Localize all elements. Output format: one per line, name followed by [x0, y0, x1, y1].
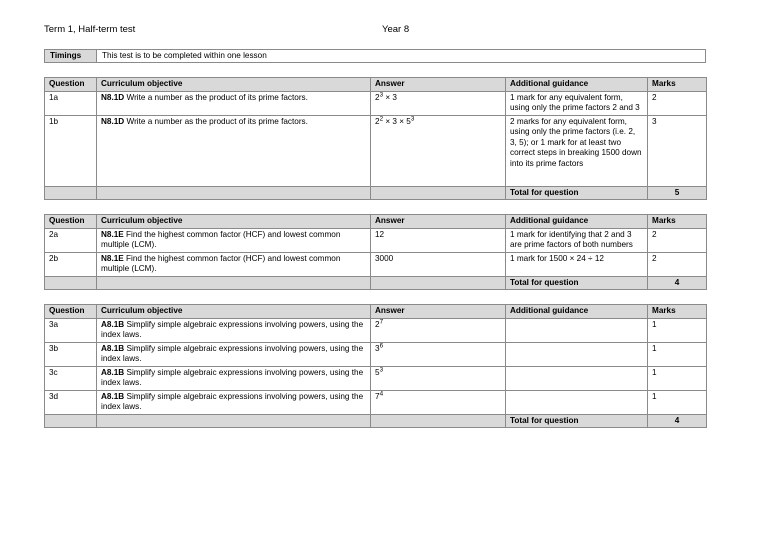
marks-column-header: Marks	[648, 78, 707, 92]
objective-text: Find the highest common factor (HCF) and lowest common multiple (LCM).	[101, 253, 341, 273]
objective-text: Simplify simple algebraic expressions involving powers, using the index laws.	[101, 319, 364, 339]
objective-column-header: Curriculum objective	[97, 215, 371, 229]
objective-text: Write a number as the product of its prime factors.	[126, 92, 308, 102]
marks-cell: 2	[648, 252, 707, 276]
total-spacer-answer	[371, 186, 506, 200]
guidance-column-header: Additional guidance	[506, 305, 648, 319]
question-column-header: Question	[45, 78, 97, 92]
document-header	[44, 24, 706, 38]
objective-text: Find the highest common factor (HCF) and lowest common multiple (LCM).	[101, 229, 341, 249]
total-for-question-label: Total for question	[506, 276, 648, 290]
guidance-cell	[506, 342, 648, 366]
total-spacer-answer	[371, 276, 506, 290]
question-cell: 3a	[45, 318, 97, 342]
table-header-row	[45, 305, 707, 319]
guidance-column-header: Additional guidance	[506, 215, 648, 229]
marks-cell: 2	[648, 228, 707, 252]
total-row	[45, 414, 707, 428]
marks-cell: 1	[648, 342, 707, 366]
guidance-cell: 1 mark for 1500 × 24 ÷ 12	[506, 252, 648, 276]
objective-code: N8.1D	[101, 92, 125, 102]
answer-cell	[371, 366, 506, 390]
question-column-header: Question	[45, 305, 97, 319]
objective-cell	[97, 366, 371, 390]
answer-cell	[371, 115, 506, 186]
answer-base: 2	[375, 92, 380, 102]
timings-box	[44, 49, 706, 63]
answer-column-header: Answer	[371, 215, 506, 229]
objective-code: A8.1B	[101, 319, 125, 329]
marks-cell: 1	[648, 318, 707, 342]
total-spacer-question	[45, 276, 97, 290]
question-column-header: Question	[45, 215, 97, 229]
document-title-right: Year 8	[382, 24, 410, 35]
answer-exponent: 6	[379, 341, 384, 349]
total-row	[45, 186, 707, 200]
table-row	[45, 115, 707, 186]
table-row	[45, 228, 707, 252]
question-cell: 3d	[45, 390, 97, 414]
total-spacer-objective	[97, 276, 371, 290]
answer-base-2: 5	[406, 116, 411, 126]
answer-exponent: 7	[379, 317, 384, 325]
mark-scheme-tables	[44, 77, 706, 428]
marks-column-header: Marks	[648, 215, 707, 229]
objective-text: Write a number as the product of its prime factors.	[126, 116, 308, 126]
table-row	[45, 366, 707, 390]
answer-operator: × 3 ×	[383, 116, 407, 126]
objective-code: N8.1D	[101, 116, 125, 126]
table-header-row	[45, 78, 707, 92]
mark-scheme-table	[44, 304, 707, 428]
marks-cell: 2	[648, 91, 707, 115]
guidance-cell	[506, 318, 648, 342]
table-row	[45, 390, 707, 414]
answer-cell	[371, 91, 506, 115]
total-for-question-value: 4	[648, 276, 707, 290]
table-row	[45, 252, 707, 276]
mark-scheme-table	[44, 214, 707, 290]
answer-cell	[371, 342, 506, 366]
objective-code: A8.1B	[101, 343, 125, 353]
total-spacer-question	[45, 186, 97, 200]
answer-base: 3000	[375, 253, 394, 263]
answer-base: 3	[375, 343, 380, 353]
table-header-row	[45, 215, 707, 229]
guidance-cell	[506, 390, 648, 414]
total-for-question-value: 5	[648, 186, 707, 200]
guidance-cell	[506, 366, 648, 390]
guidance-column-header: Additional guidance	[506, 78, 648, 92]
question-cell: 3c	[45, 366, 97, 390]
objective-code: A8.1B	[101, 391, 125, 401]
answer-exponent: 3	[379, 90, 384, 98]
question-cell: 1a	[45, 91, 97, 115]
table-row	[45, 318, 707, 342]
total-spacer-objective	[97, 414, 371, 428]
guidance-cell: 1 mark for identifying that 2 and 3 are prime factors of both numbers	[506, 228, 648, 252]
answer-base: 7	[375, 391, 380, 401]
total-spacer-objective	[97, 186, 371, 200]
objective-code: N8.1E	[101, 253, 124, 263]
mark-scheme-table	[44, 77, 707, 200]
answer-cell	[371, 252, 506, 276]
table-row	[45, 342, 707, 366]
answer-base: 2	[375, 319, 380, 329]
document-title-left: Term 1, Half-term test	[44, 24, 136, 35]
question-cell: 2b	[45, 252, 97, 276]
question-cell: 2a	[45, 228, 97, 252]
objective-cell	[97, 115, 371, 186]
total-spacer-question	[45, 414, 97, 428]
objective-cell	[97, 91, 371, 115]
marks-cell: 3	[648, 115, 707, 186]
objective-code: A8.1B	[101, 367, 125, 377]
answer-column-header: Answer	[371, 305, 506, 319]
objective-column-header: Curriculum objective	[97, 305, 371, 319]
marks-cell: 1	[648, 366, 707, 390]
timings-label: Timings	[45, 50, 97, 62]
answer-base: 2	[375, 116, 380, 126]
objective-text: Simplify simple algebraic expressions involving powers, using the index laws.	[101, 367, 364, 387]
guidance-cell: 2 marks for any equivalent form, using only the prime factors (i.e. 2, 3, 5); or 1 mark for at least two correct steps in breaking 1500 down into its prime factors	[506, 115, 648, 186]
answer-exponent: 2	[379, 114, 384, 122]
table-row	[45, 91, 707, 115]
answer-exponent: 3	[379, 365, 384, 373]
objective-column-header: Curriculum objective	[97, 78, 371, 92]
total-for-question-label: Total for question	[506, 186, 648, 200]
answer-cell	[371, 318, 506, 342]
objective-cell	[97, 252, 371, 276]
answer-exponent: 4	[379, 389, 384, 397]
objective-text: Simplify simple algebraic expressions involving powers, using the index laws.	[101, 343, 364, 363]
objective-cell	[97, 390, 371, 414]
objective-code: N8.1E	[101, 229, 124, 239]
question-cell: 3b	[45, 342, 97, 366]
objective-cell	[97, 342, 371, 366]
total-row	[45, 276, 707, 290]
answer-cell	[371, 390, 506, 414]
objective-text: Simplify simple algebraic expressions involving powers, using the index laws.	[101, 391, 364, 411]
answer-base: 5	[375, 367, 380, 377]
guidance-cell: 1 mark for any equivalent form, using only the prime factors 2 and 3	[506, 91, 648, 115]
total-for-question-value: 4	[648, 414, 707, 428]
objective-cell	[97, 318, 371, 342]
total-for-question-label: Total for question	[506, 414, 648, 428]
total-spacer-answer	[371, 414, 506, 428]
objective-cell	[97, 228, 371, 252]
answer-exponent-2: 3	[410, 114, 415, 122]
answer-column-header: Answer	[371, 78, 506, 92]
marks-column-header: Marks	[648, 305, 707, 319]
answer-base: 12	[375, 229, 385, 239]
marks-cell: 1	[648, 390, 707, 414]
answer-operator: × 3	[383, 92, 397, 102]
timings-value: This test is to be completed within one lesson	[102, 51, 267, 60]
question-cell: 1b	[45, 115, 97, 186]
answer-cell	[371, 228, 506, 252]
